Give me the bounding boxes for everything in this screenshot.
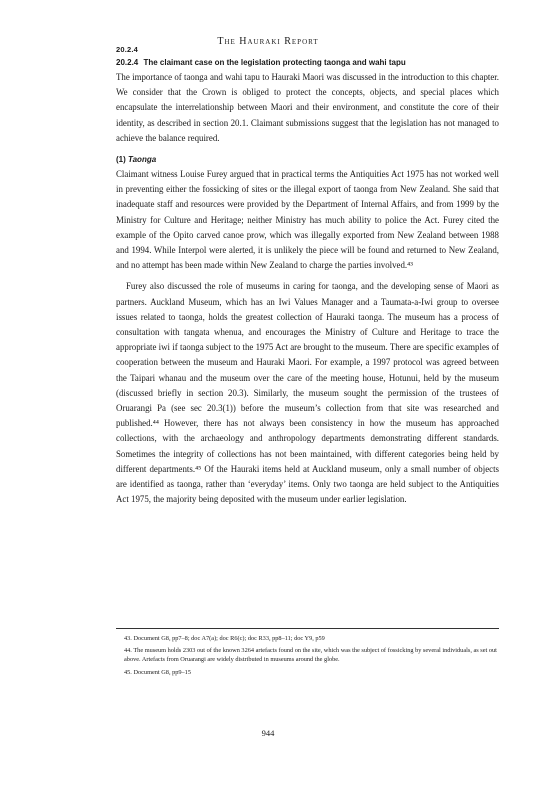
main-content — [116, 57, 499, 513]
intro-paragraph: The importance of taonga and wahi tapu to Hauraki Maori was discussed in the introduction to this chapter. We consider that the Crown is obliged to protect the concepts, objects, and special places which encapsulate the interrelationship between Maori and their environment, and constitute the core of their identity, as described in section 20.1. Claimant submissions suggest that the legislation has not managed to achieve the balance required. — [116, 72, 499, 143]
subsection-number: (1) — [116, 155, 126, 165]
subsection-heading — [116, 154, 499, 166]
footnote: 44. The museum holds 2303 out of the known 3264 artefacts found on the site, which was the subject of fossicking by several individuals, as set out above. Artefacts from Oruarangi are widely distributed in museums around the globe. — [124, 647, 497, 664]
section-heading — [116, 57, 499, 69]
section-title: The claimant case on the legislation protecting taonga and wahi tapu — [143, 58, 406, 67]
footnote: 45. Document G8, pp9–15 — [124, 668, 191, 676]
section-number: 20.2.4 — [116, 58, 139, 67]
section-reference: 20.2.4 — [116, 45, 139, 54]
page-number: 944 — [261, 728, 275, 738]
footnotes — [116, 628, 499, 680]
body-paragraph: Furey also discussed the role of museums in caring for taonga, and the developing sense of Maori as partners. Auckland Museum, which has an Iwi Values Manager and a Taumata-a-Iwi group to oversee issues related to taonga, holds the greatest collection of Hauraki taonga. The museum has a process of consultation with tangata whenua, and encourages the Ministry of Culture and Heritage to trace the appropriate iwi if taonga subject to the 1975 Act are brought to the museum. There are specific examples of cooperation between the museum and Hauraki Maori. For example, a 1997 protocol was agreed between the Taipari whanau and the museum over the care of the meeting house, Hotunui, held by the museum (discussed briefly in section 20.3). Similarly, the museum sought the permission of the trustees of Oruarangi Pa (see sec 20.3(1)) before the museum’s collection from that site was researched and published.⁴⁴ However, there has not always been consistency in how the museum has approached collections, with the archaeology and anthropology departments demonstrating different standards. Sometimes the integrity of collections has not been maintained, with different categories being held by different departments.⁴⁵ Of the Hauraki items held at Auckland museum, only a small number of objects are identified as taonga, rather than ‘everyday’ items. Only two taonga are held subject to the Antiquities Act 1975, the majority being deposited with the museum under earlier legislation. — [116, 281, 499, 505]
running-title: The Hauraki Report — [217, 36, 319, 47]
footnote-divider — [116, 628, 499, 629]
subsection-title: Taonga — [128, 155, 157, 165]
footnote: 43. Document G8, pp7–8; doc A7(a); doc R6(c); doc R33, pp8–11; doc Y9, p59 — [124, 635, 325, 642]
body-paragraph: Claimant witness Louise Furey argued that in practical terms the Antiquities Act 1975 has not worked well in preventing either the fossicking of sites or the illegal export of taonga from New Zealand. She said that inadequate staff and resources were provided by the Department of Internal Affairs, and from 1999 by the Ministry for Culture and Heritage; neither Ministry has much ability to police the Act. Furey cited the example of the Opito carved canoe prow, which was illegally exported from New Zealand between 1988 and 1994. While Interpol were alerted, it is unlikely the piece will be found and returned to New Zealand, and no attempt has been made within New Zealand to charge the parties involved.⁴³ — [116, 169, 499, 271]
